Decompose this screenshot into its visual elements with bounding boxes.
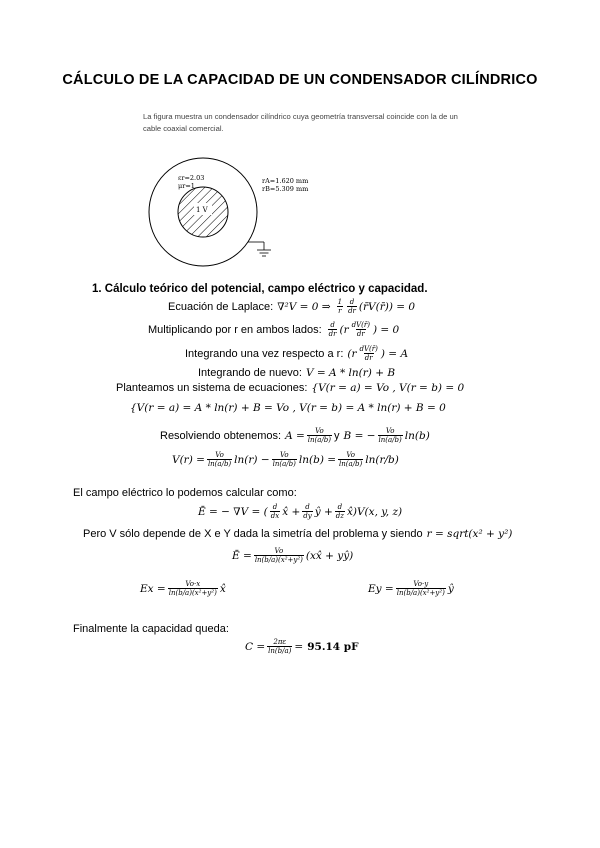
ey-line: Ey = $\frac{Vo\cdot y}{\text{ln(b/a)(x²+y²)}}$ ŷ — [368, 580, 454, 597]
rb-label: rB=5.309 mm — [262, 185, 309, 193]
system-line: Planteamos un sistema de ecuaciones: {V(r = a) = Vo , V(r = b) = 0 — [116, 382, 465, 394]
laplace-rest: (r̄V(r̄)) = 0 — [358, 300, 416, 313]
multiply-frac: $\frac{d}{dr}$ — [328, 321, 337, 338]
voltage-label: 1 V — [196, 206, 208, 214]
capacity-line: C = $\frac{2\pi\varepsilon}{\ln(b/a)}$ = 95.14 pF — [245, 638, 359, 655]
multiply-line: Multiplicando por r en ambos lados: $\frac{d}{dr}$ (r $\frac{dV(r̄)}{dr}$ ) = 0 — [148, 321, 400, 338]
laplace-dfrac: $\frac{d}{dr}$ — [348, 298, 356, 315]
ra-label: rA=1.620 mm — [262, 177, 309, 185]
solve-line: Resolviendo obtenemos: A = $\frac{Vo}{\ln(a/b)}$ y B = − $\frac{Vo}{\ln(a/b)}$ ln(b) — [160, 427, 430, 444]
page-title: CÁLCULO DE LA CAPACIDAD DE UN CONDENSADOR CILÍNDRICO — [62, 72, 538, 88]
capacity-intro: Finalmente la capacidad queda: — [73, 623, 229, 635]
field-vector-line: Ē = $\frac{Vo}{\text{ln(b/a)(x²+y²)}}$ (xx̂ + yŷ) — [232, 547, 354, 564]
laplace-label: Ecuación de Laplace: — [168, 300, 274, 313]
multiply-label: Multiplicando por r en ambos lados: — [148, 323, 322, 336]
field-intro: El campo eléctrico lo podemos calcular como: — [73, 487, 297, 499]
laplace-eq: ∇²V = 0 ⇒ — [277, 300, 331, 313]
figure-caption: La figura muestra un condensador cilíndrico cuya geometría transversal coincide con la de un cable coaxial comercial. — [143, 112, 458, 133]
integrate-again-line: Integrando de nuevo: V = A * ln(r) + B — [198, 367, 396, 379]
integrate-once-frac: $\frac{dV(r̄)}{dr}$ — [359, 345, 378, 362]
potential-line: V(r) = $\frac{Vo}{\ln(a/b)}$ ln(r) − $\frac{Vo}{\ln(a/b)}$ ln(b) = $\frac{Vo}{\ln(a/b)}$ ln(r/b) — [172, 451, 399, 468]
solve-label: Resolviendo obtenemos: — [160, 429, 282, 442]
section-heading: 1. Cálculo teórico del potencial, campo eléctrico y capacidad. — [92, 283, 428, 295]
laplace-line — [168, 298, 415, 315]
integrate-once-line: Integrando una vez respecto a r: (r $\frac{dV(r̄)}{dr}$ ) = A — [185, 345, 409, 362]
capacitor-figure — [140, 150, 340, 275]
system-eq2-line: {V(r = a) = A * ln(r) + B = Vo , V(r = b) = A * ln(r) + B = 0 — [130, 402, 446, 414]
capacity-value: 95.14 pF — [307, 640, 359, 653]
epsilon-label: εr=2.03 — [178, 174, 205, 182]
integrate-again-label: Integrando de nuevo: — [198, 367, 302, 379]
multiply-inner-frac: $\frac{dV(r̄)}{dr}$ — [351, 321, 370, 338]
system-label: Planteamos un sistema de ecuaciones: — [116, 382, 308, 394]
integrate-once-label: Integrando una vez respecto a r: — [185, 347, 344, 360]
laplace-frac: $\frac{1}{r}$ — [337, 298, 343, 315]
mu-label: μr=1 — [178, 182, 195, 190]
coaxial-cross-section-diagram — [140, 150, 340, 270]
symmetry-line: Pero V sólo depende de X e Y dada la simetría del problema y siendo r = sqrt(x² + y²) — [83, 528, 513, 540]
field-gradient-line: Ē = − ∇V = ( $\frac{d}{dx}$ x̂ + $\frac{d}{dy}$ ŷ + $\frac{d}{dz}$ x̂)V(x, y, z) — [198, 503, 403, 520]
ex-line: Ex = $\frac{Vo\cdot x}{\text{ln(b/a)(x²+y²)}}$ x̂ — [140, 580, 226, 597]
